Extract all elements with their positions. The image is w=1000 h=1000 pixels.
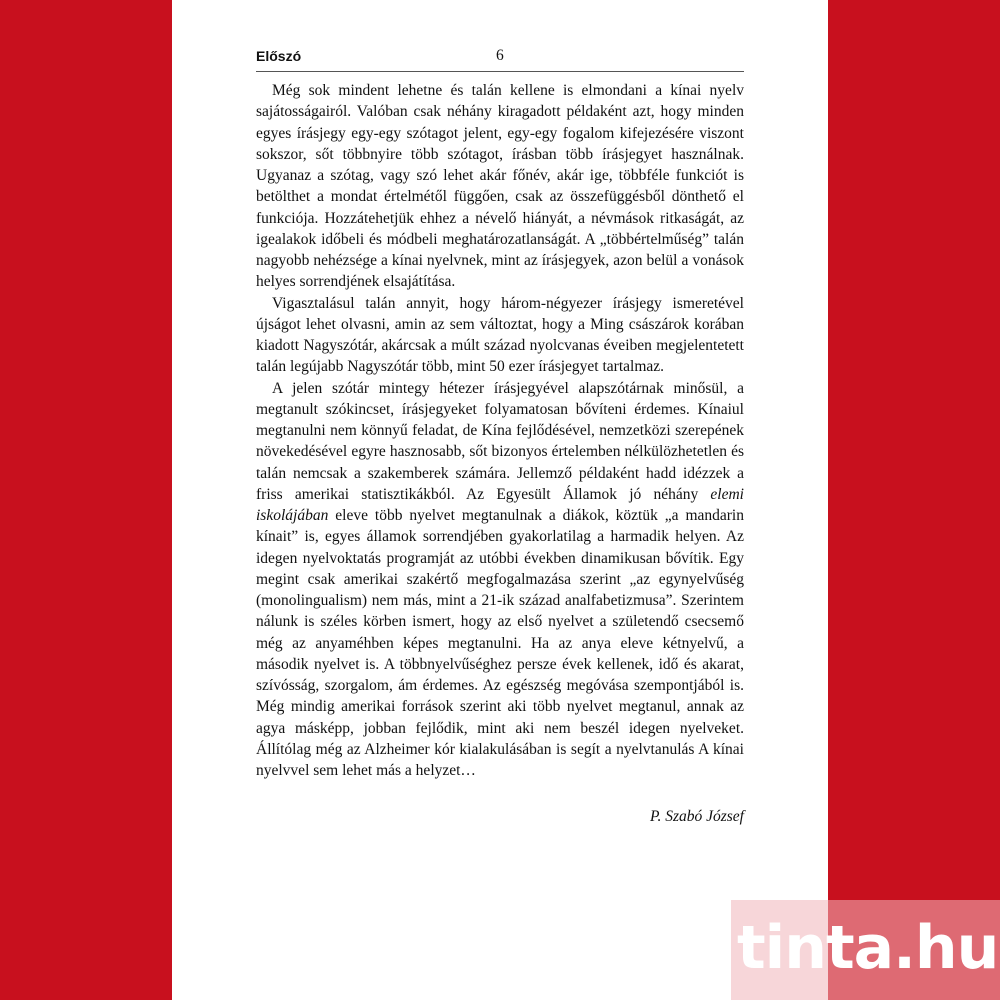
page-number: 6: [496, 47, 504, 64]
author-signature: P. Szabó József: [649, 808, 744, 825]
emphasis-text: elemi iskolájában: [256, 485, 744, 524]
watermark: tinta.hu: [737, 913, 999, 983]
book-page: [172, 0, 828, 1000]
paragraph-3-part-1: A jelen szótár mintegy hétezer írásjegyével alapszótárnak minősül, a megtanult szókincset, írásjegyeket folyamatosan bővíteni érdemes. Kínaiul megtanulni nem könnyű feladat, de Kína fejlődésével, nemzetközi szerepének növekedésével egyre hasznosabb, sőt bizonyos értelemben nélkülözhetetlen és talán nemcsak a szakemberek számára. Jellemző példaként hadd idézzek a friss amerikai statisztikákból. Az Egyesült Államok jó néhány: [256, 379, 744, 503]
paragraph-1: Még sok mindent lehetne és talán kellene is elmondani a kínai nyelv sajátosságairól. Valóban csak néhány kiragadott példaként azt, hogy minden egyes írásjegy egy-egy szótagot jelent, egy-egy fogalom kifejezésére viszont sokszor, sőt többnyire több szótagot, írásban több írásjegyet használnak. Ugyanaz a szótag, vagy szó lehet akár főnév, akár ige, többféle funkciót is betölthet a mondat értelmétől függően, csak az összefüggésből dönthető el funkciója. Hozzátehetjük ehhez a névelő hiányát, a névmások ritkaságát, az igealakok időbeli és módbeli meghatározatlanságát. A „többértelműség” talán nagyobb nehézsége a kínai nyelvnek, mint az írásjegyek, azon belül a vonások helyes sorrendjének elsajátítása.: [256, 82, 744, 291]
running-head: [256, 48, 744, 70]
body-text: [256, 80, 744, 781]
paragraph-2: Vigasztalásul talán annyit, hogy három-négyezer írásjegy ismeretével újságot lehet olvasni, amin az sem változtat, hogy a Ming császárok korában kiadott Nagyszótár, akárcsak a múlt század nyolcvanas éveiben megjelentetett talán legújabb Nagyszótár több, mint 50 ezer írásjegyet tartalmaz.: [256, 294, 744, 376]
paragraph-3-part-2: eleve több nyelvet megtanulnak a diákok, köztük „a mandarin kínait” is, egyes államok sorrendjében gyakorlatilag a harmadik helyen. Az idegen nyelvoktatás programját az utóbbi években dinamikusan bővítik. Egy megint csak amerikai szakértő megfogalmazása szerint „az egynyelvűség (monolingualism) nem más, mint a 21-ik század analfabetizmusa”. Szerintem nálunk is széles körben ismert, hogy az első nyelvet a születendő csecsemő még az anyaméhben képes megtanulni. Ha az anya eleve kétnyelvű, a második nyelvet is. A többnyelvűséghez persze évek kellenek, idő és akarat, szívósság, szorgalom, ám érdemes. Az egészség megóvása szempontjából is. Még mindig amerikai források szerint aki több nyelvet megtanul, annak az agya másképp, jobban fejlődik, mint aki nem beszél idegen nyelveket. Állítólag még az Alzheimer kór kialakulásában is segít a nyelvtanulás A kínai nyelvvel sem lehet más a helyzet…: [256, 507, 744, 779]
paragraph-3: [256, 378, 744, 782]
chapter-title: Előszó: [256, 48, 302, 64]
header-rule: [256, 71, 744, 72]
